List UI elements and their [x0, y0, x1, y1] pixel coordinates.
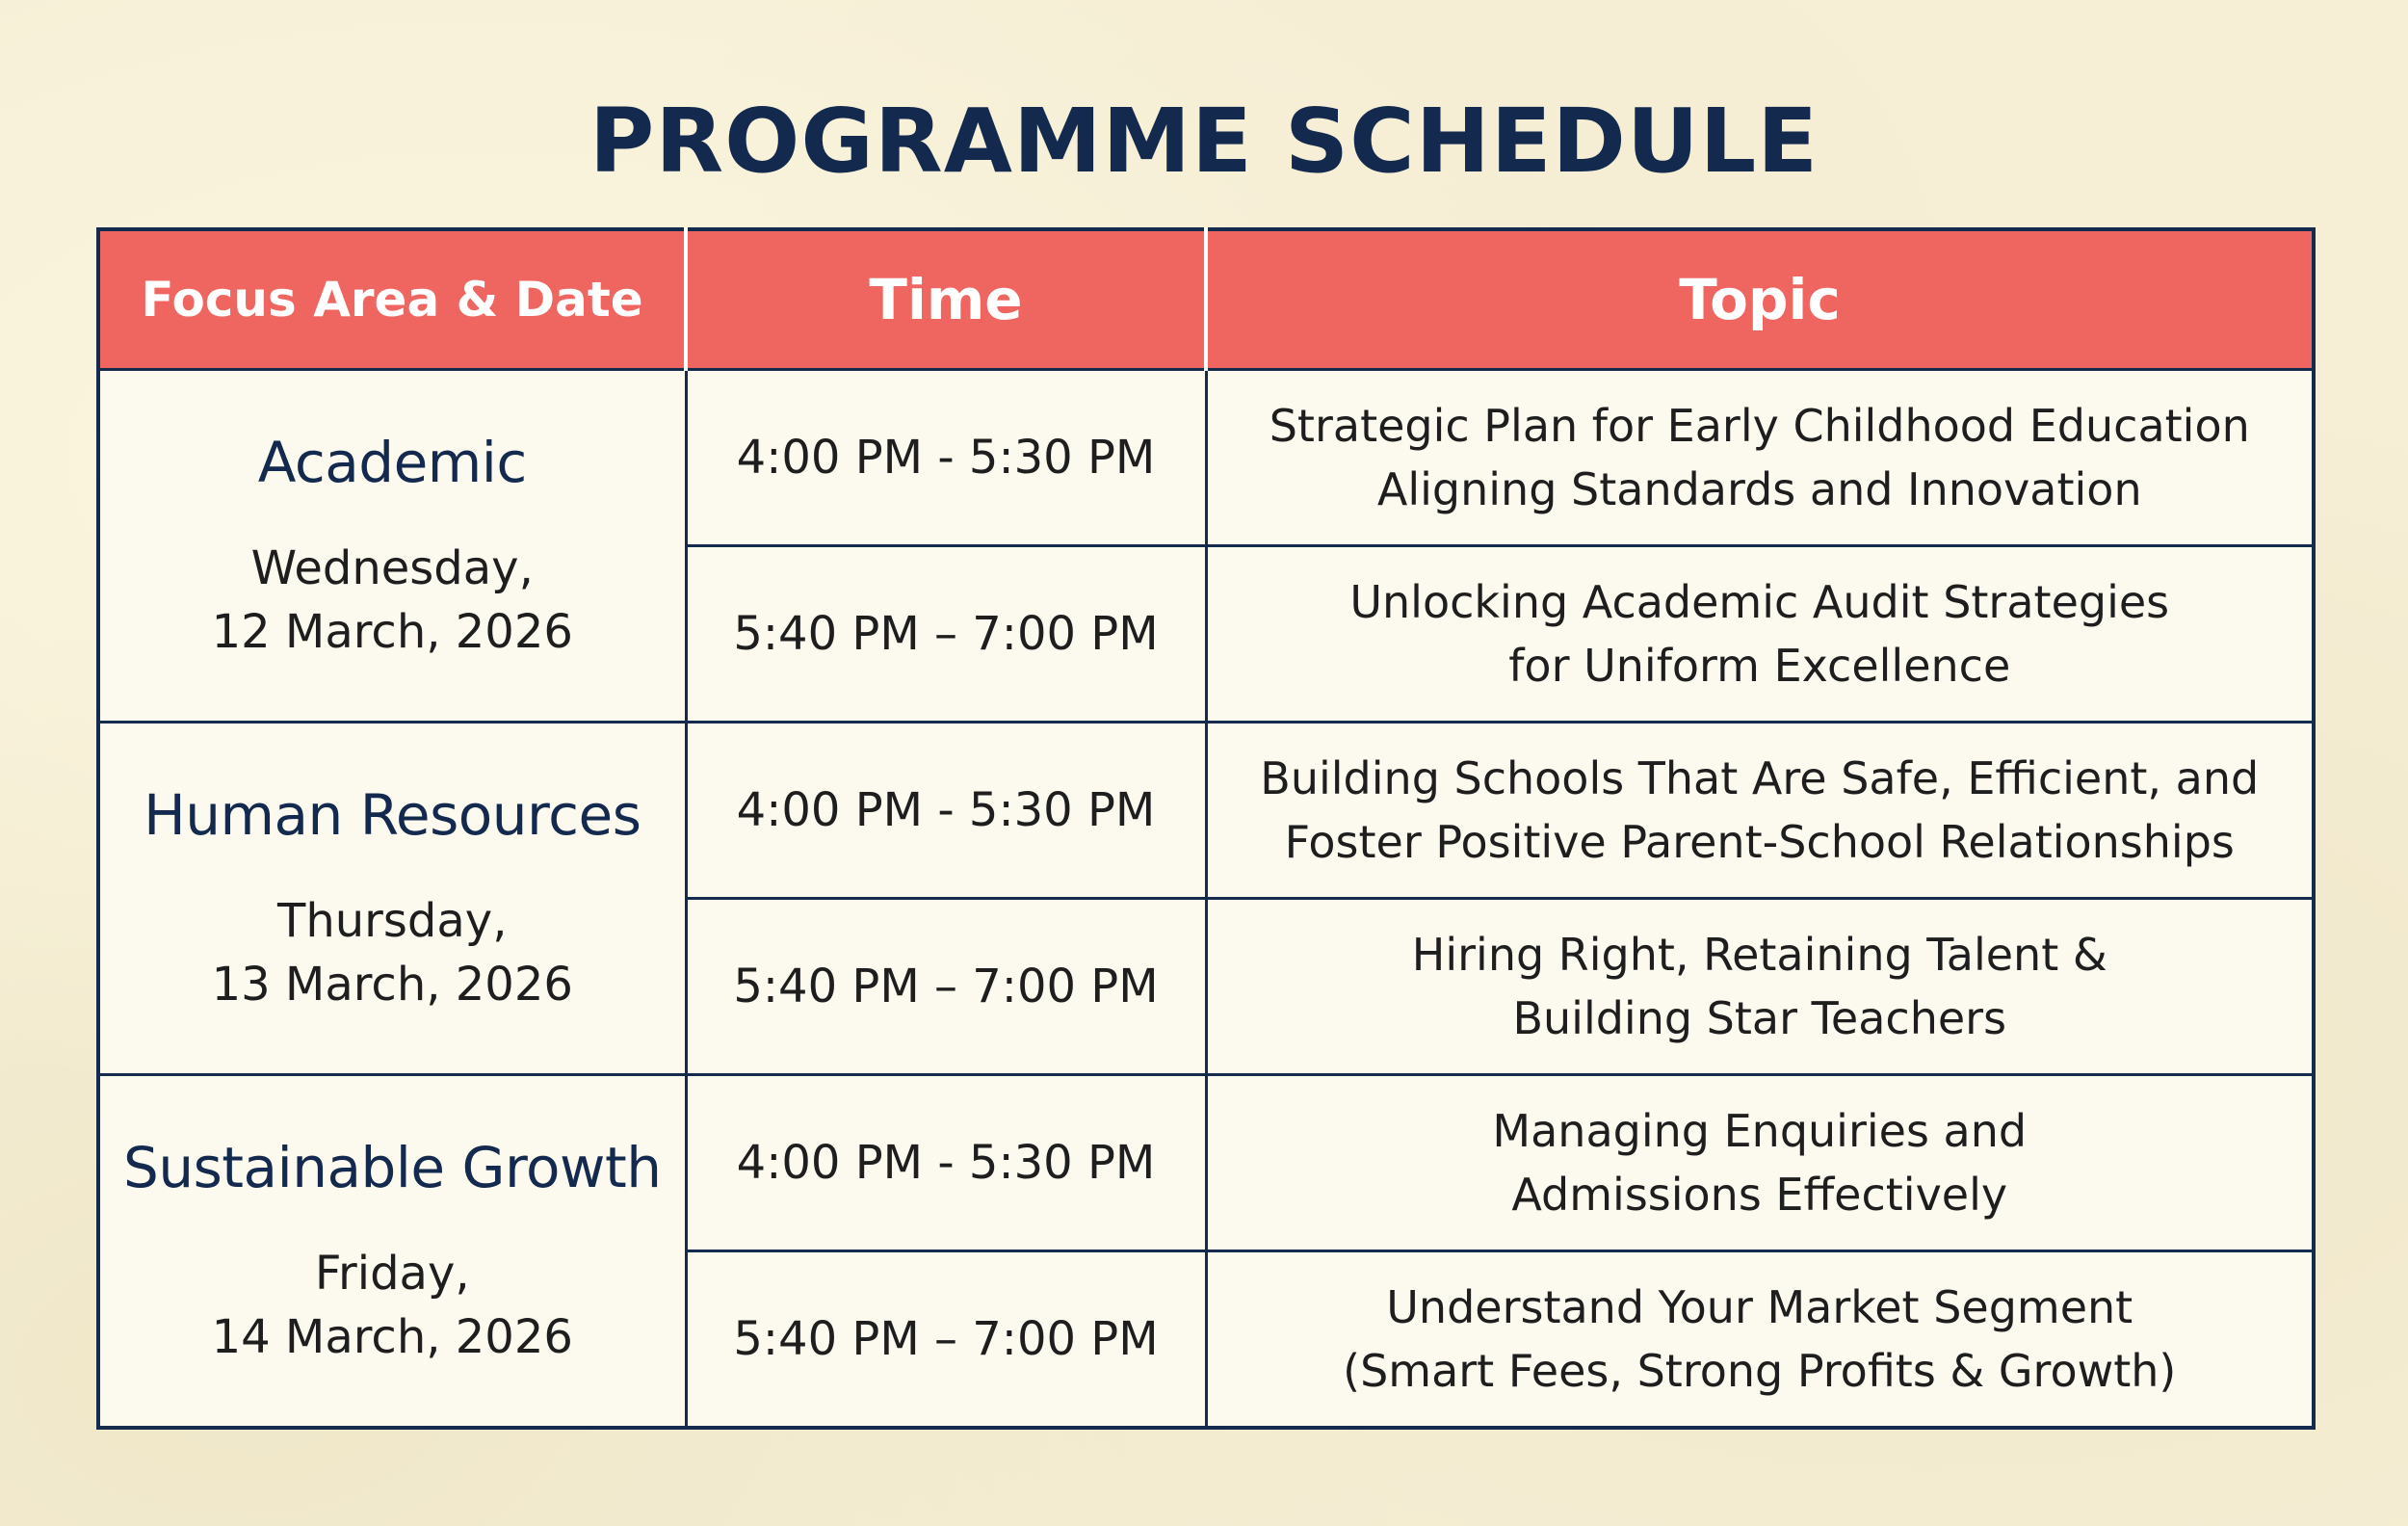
date-weekday: Thursday,: [277, 893, 508, 948]
topic-line: Foster Positive Parent-School Relationships: [1284, 816, 2235, 868]
topic-line: Building Schools That Are Safe, Efficient, and: [1260, 752, 2260, 804]
session-time: 4:00 PM - 5:30 PM: [686, 1075, 1206, 1251]
schedule-table: [96, 227, 2316, 1430]
page-title: PROGRAMME SCHEDULE: [589, 90, 1819, 193]
session-topic: [1206, 899, 2314, 1075]
topic-line: (Smart Fees, Strong Profits & Growth): [1343, 1345, 2177, 1397]
session-time: 5:40 PM – 7:00 PM: [686, 1251, 1206, 1429]
date-day: 14 March, 2026: [211, 1309, 573, 1364]
topic-line: Hiring Right, Retaining Talent &: [1411, 929, 2107, 981]
column-header-focus-area: Focus Area & Date: [98, 229, 686, 370]
session-time: 4:00 PM - 5:30 PM: [686, 370, 1206, 546]
topic-line: Building Star Teachers: [1512, 992, 2007, 1044]
table-row: [98, 1075, 2314, 1251]
table-row: [98, 723, 2314, 899]
topic-line: Aligning Standards and Innovation: [1376, 463, 2142, 515]
focus-area-date: [110, 537, 675, 664]
session-topic: [1206, 370, 2314, 546]
table-row: [98, 370, 2314, 546]
session-time: 5:40 PM – 7:00 PM: [686, 899, 1206, 1075]
session-topic: [1206, 546, 2314, 723]
focus-area-cell: [98, 1075, 686, 1429]
topic-line: Managing Enquiries and: [1492, 1105, 2028, 1157]
column-header-topic: Topic: [1206, 229, 2314, 370]
topic-line: Admissions Effectively: [1511, 1169, 2008, 1221]
session-topic: [1206, 1251, 2314, 1429]
date-day: 12 March, 2026: [211, 604, 573, 659]
session-topic: [1206, 723, 2314, 899]
table-header-row: [98, 229, 2314, 370]
date-weekday: Friday,: [314, 1246, 470, 1301]
focus-area-name: Sustainable Growth: [123, 1134, 662, 1200]
focus-area-date: [110, 1242, 675, 1369]
focus-area-name: Academic: [257, 429, 527, 495]
focus-area-cell: [98, 370, 686, 723]
session-topic: [1206, 1075, 2314, 1251]
date-day: 13 March, 2026: [211, 957, 573, 1012]
session-time: 4:00 PM - 5:30 PM: [686, 723, 1206, 899]
focus-area-date: [110, 889, 675, 1016]
focus-area-name: Human Resources: [144, 781, 641, 848]
column-header-time: Time: [686, 229, 1206, 370]
focus-area-cell: [98, 723, 686, 1075]
topic-line: Understand Your Market Segment: [1386, 1281, 2133, 1333]
session-time: 5:40 PM – 7:00 PM: [686, 546, 1206, 723]
date-weekday: Wednesday,: [250, 540, 534, 595]
topic-line: Strategic Plan for Early Childhood Education: [1269, 400, 2250, 452]
topic-line: Unlocking Academic Audit Strategies: [1349, 576, 2170, 628]
topic-line: for Uniform Excellence: [1508, 640, 2011, 692]
